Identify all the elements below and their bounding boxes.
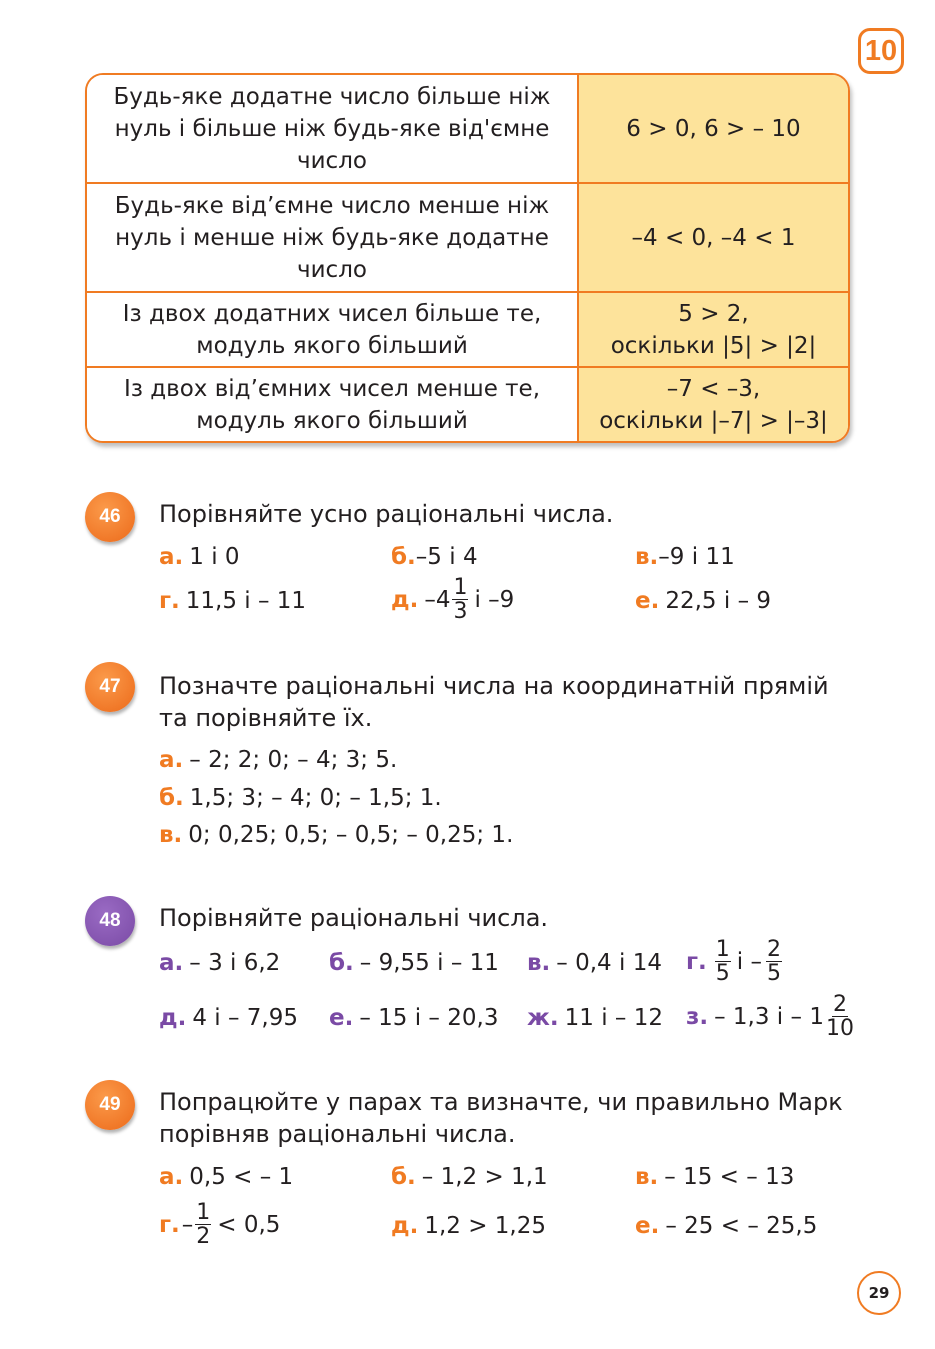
item-label: в. bbox=[159, 822, 183, 848]
exercise-item bbox=[635, 1211, 817, 1241]
rule-text: Із двох від’ємних чисел менше те, модуль якого більший bbox=[87, 368, 579, 441]
rule-example-line: оскільки |5| > |2| bbox=[610, 332, 817, 359]
rule-example-line: 5 > 2, bbox=[678, 300, 749, 327]
item-text: < 0,5 bbox=[217, 1211, 281, 1238]
item-text: – 3 і 6,2 bbox=[189, 950, 281, 976]
fraction-denominator: 10 bbox=[825, 1016, 854, 1041]
exercise-item bbox=[159, 542, 240, 572]
item-text: 22,5 і – 9 bbox=[665, 588, 772, 614]
exercise-item bbox=[391, 542, 478, 572]
task-number-badge: 47 bbox=[85, 662, 135, 712]
exercise-item bbox=[159, 586, 306, 616]
item-label: е. bbox=[635, 588, 660, 614]
item-text: – 1,3 і – 1 bbox=[714, 1003, 824, 1030]
exercise-item bbox=[159, 820, 513, 850]
item-label: а. bbox=[159, 747, 184, 773]
item-label: в. bbox=[635, 544, 659, 570]
exercise-item bbox=[159, 948, 280, 978]
exercise-item bbox=[159, 1201, 280, 1248]
item-label: а. bbox=[159, 544, 184, 570]
chapter-number-badge: 10 bbox=[858, 28, 904, 74]
fraction-numerator: 1 bbox=[196, 1200, 211, 1225]
fraction-denominator: 5 bbox=[715, 961, 730, 986]
item-label: в. bbox=[635, 1164, 659, 1190]
item-text: – 1,2 > 1,1 bbox=[421, 1164, 548, 1190]
item-label: б. bbox=[391, 1164, 416, 1190]
fraction-numerator: 1 bbox=[715, 937, 730, 962]
fraction-numerator: 2 bbox=[766, 937, 781, 962]
item-label: е. bbox=[635, 1213, 660, 1239]
item-text: –4 bbox=[424, 586, 451, 613]
rule-example bbox=[579, 368, 848, 441]
exercise-item bbox=[686, 938, 784, 985]
item-label: е. bbox=[329, 1005, 354, 1031]
exercise-item bbox=[159, 745, 397, 775]
item-label: з. bbox=[686, 1003, 709, 1030]
item-label: г. bbox=[159, 588, 180, 614]
item-text: – 0,4 і 14 bbox=[556, 950, 662, 976]
item-label: б. bbox=[391, 544, 416, 570]
fraction-numerator: 2 bbox=[832, 992, 847, 1017]
page-number: 29 bbox=[857, 1271, 901, 1315]
rule-example bbox=[579, 293, 848, 366]
exercise-item bbox=[391, 1162, 548, 1192]
rule-example: 6 > 0, 6 > – 10 bbox=[579, 75, 848, 182]
item-label: ж. bbox=[527, 1005, 559, 1031]
item-label: д. bbox=[391, 1213, 419, 1239]
rule-text: Будь-яке від’ємне число менше ніж нуль і менше ніж будь-яке додатне число bbox=[87, 184, 579, 291]
exercise-item bbox=[159, 783, 442, 813]
exercise-item bbox=[527, 948, 662, 978]
item-text: – 15 і – 20,3 bbox=[359, 1005, 499, 1031]
fraction-denominator: 3 bbox=[453, 599, 468, 624]
exercise-item bbox=[635, 1162, 794, 1192]
item-text: 4 і – 7,95 bbox=[192, 1005, 298, 1031]
item-label: д. bbox=[391, 586, 419, 613]
rule-text: Із двох додатних чисел більше те, модуль якого більший bbox=[87, 293, 579, 366]
item-label: б. bbox=[159, 785, 184, 811]
item-text: – 25 < – 25,5 bbox=[665, 1213, 818, 1239]
item-text: – 15 < – 13 bbox=[664, 1164, 795, 1190]
fraction bbox=[452, 576, 468, 623]
task-title: Порівняйте усно раціональні числа. bbox=[159, 500, 614, 528]
rule-example-line: оскільки |–7| > |–3| bbox=[599, 407, 828, 434]
exercise-item bbox=[527, 1003, 663, 1033]
fraction-denominator: 2 bbox=[196, 1224, 211, 1249]
item-label: б. bbox=[329, 950, 354, 976]
rule-example: –4 < 0, –4 < 1 bbox=[579, 184, 848, 291]
exercise-item bbox=[159, 1162, 293, 1192]
item-text: –9 і 11 bbox=[658, 544, 735, 570]
rules-table-row bbox=[87, 293, 848, 368]
item-label: а. bbox=[159, 1164, 184, 1190]
fraction bbox=[766, 938, 782, 985]
fraction-denominator: 5 bbox=[766, 961, 781, 986]
rules-table-row bbox=[87, 75, 848, 184]
task-title: Позначте раціональні числа на координатній прямій та порівняйте їх. bbox=[159, 672, 829, 732]
item-text: 1,2 > 1,25 bbox=[424, 1213, 546, 1239]
task-number-badge: 49 bbox=[85, 1080, 135, 1130]
fraction bbox=[826, 993, 854, 1040]
comparison-rules-table bbox=[85, 73, 850, 443]
exercise-item bbox=[635, 542, 735, 572]
item-label: г. bbox=[686, 948, 707, 975]
fraction-numerator: 1 bbox=[453, 575, 468, 600]
item-text: 0; 0,25; 0,5; – 0,5; – 0,25; 1. bbox=[188, 822, 514, 848]
item-text: – bbox=[181, 1211, 194, 1238]
item-text: – 9,55 і – 11 bbox=[359, 950, 499, 976]
exercise-item bbox=[159, 1003, 298, 1033]
item-label: д. bbox=[159, 1005, 187, 1031]
exercise-item bbox=[635, 586, 771, 616]
task-number-badge: 48 bbox=[85, 896, 135, 946]
item-text: 11 і – 12 bbox=[564, 1005, 663, 1031]
fraction bbox=[715, 938, 731, 985]
item-text: 11,5 і – 11 bbox=[185, 588, 307, 614]
exercise-item bbox=[391, 576, 514, 623]
item-text: 1 і 0 bbox=[189, 544, 240, 570]
task-title: Попрацюйте у парах та визначте, чи правильно Марк порівняв раціональні числа. bbox=[159, 1088, 843, 1148]
rule-example-line: –7 < –3, bbox=[666, 375, 761, 402]
item-text: –5 і 4 bbox=[415, 544, 478, 570]
exercise-item bbox=[391, 1211, 546, 1241]
item-text: 1,5; 3; – 4; 0; – 1,5; 1. bbox=[189, 785, 442, 811]
item-text: 0,5 < – 1 bbox=[189, 1164, 294, 1190]
exercise-item bbox=[329, 1003, 498, 1033]
fraction bbox=[195, 1201, 211, 1248]
exercise-item bbox=[686, 993, 856, 1040]
item-label: а. bbox=[159, 950, 184, 976]
item-text: – 2; 2; 0; – 4; 3; 5. bbox=[189, 747, 398, 773]
rules-table-row bbox=[87, 368, 848, 441]
task-title: Порівняйте раціональні числа. bbox=[159, 904, 549, 932]
task-number-badge: 46 bbox=[85, 492, 135, 542]
exercise-item bbox=[329, 948, 499, 978]
item-label: в. bbox=[527, 950, 551, 976]
item-text: і –9 bbox=[474, 586, 515, 613]
rule-text: Будь-яке додатне число більше ніж нуль і більше ніж будь-яке від'ємне число bbox=[87, 75, 579, 182]
item-text: і – bbox=[736, 948, 762, 975]
rules-table-row bbox=[87, 184, 848, 293]
item-label: г. bbox=[159, 1211, 180, 1238]
